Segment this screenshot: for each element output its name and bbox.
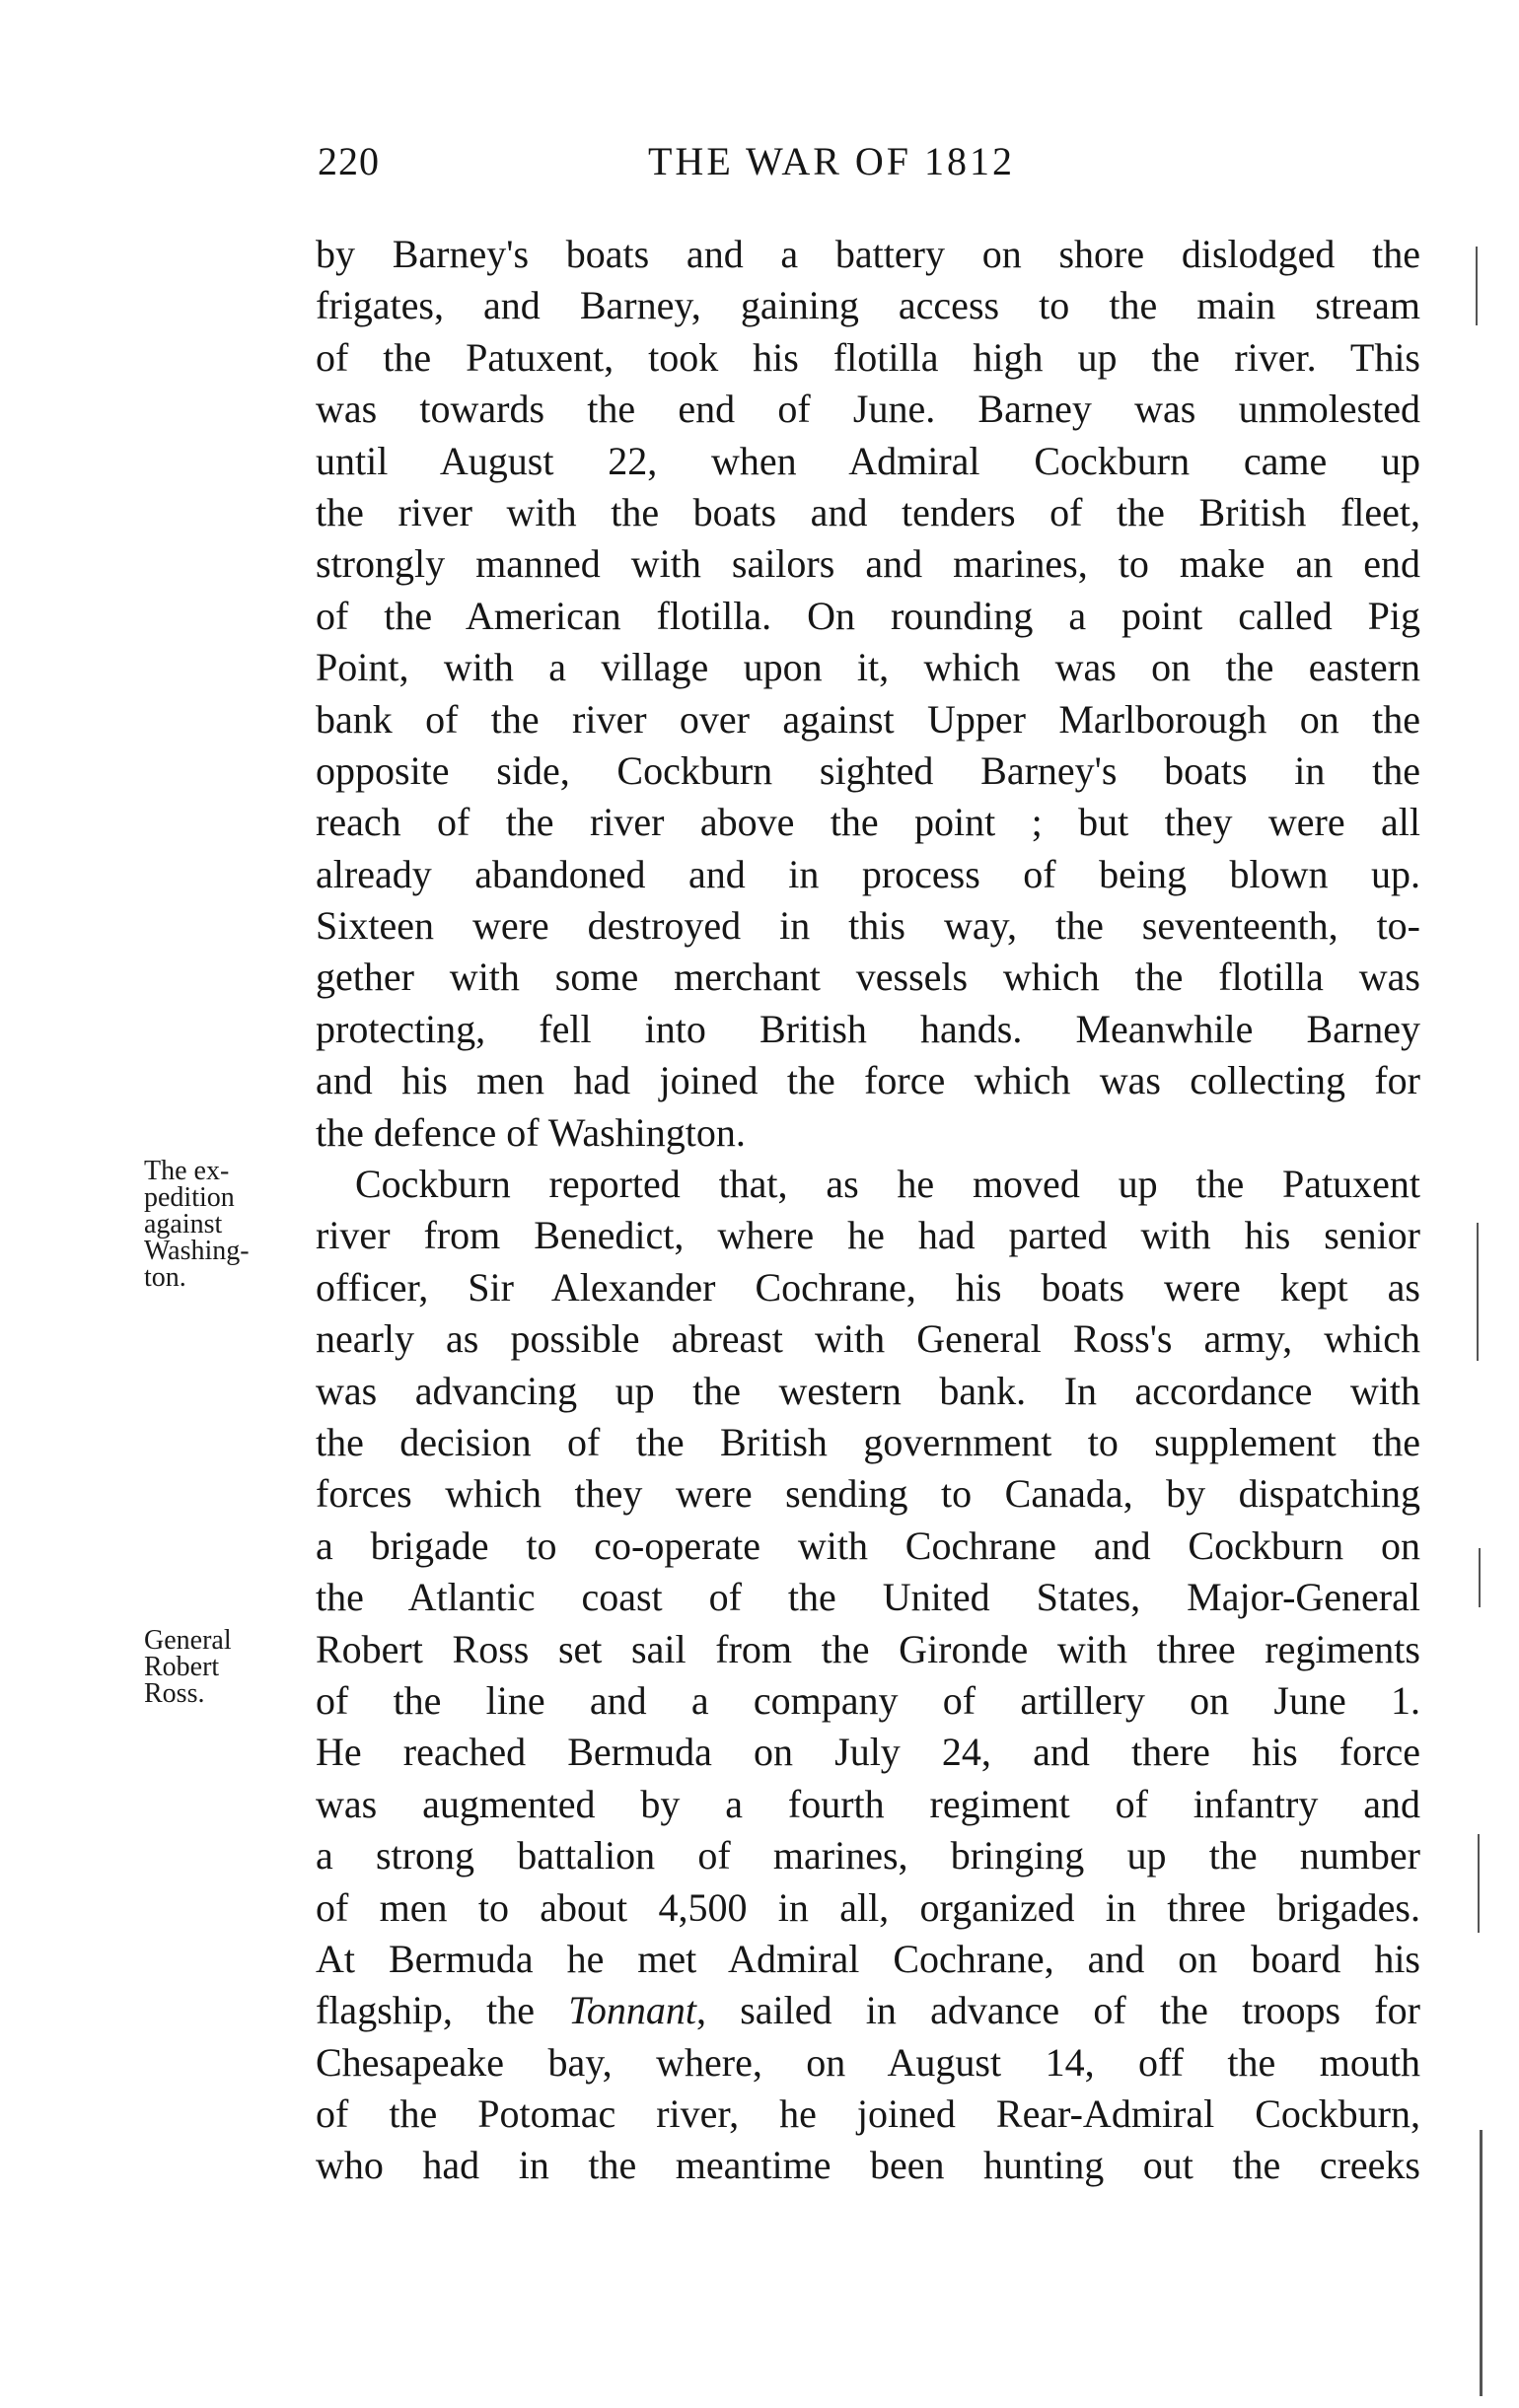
text-line: Cockburn reported that, as he moved up the Patuxent <box>355 1162 1420 1207</box>
text-line: strongly manned with sailors and marines, to make an end <box>316 541 1420 587</box>
text-line: of the Patuxent, took his flotilla high up the river. This <box>316 334 1420 380</box>
text-line: and his men had joined the force which was collecting for <box>316 1058 1420 1103</box>
text-line: of the American flotilla. On rounding a point called Pig <box>316 593 1420 638</box>
sidenote-line: against <box>144 1209 223 1239</box>
text-line: Robert Ross set sail from the Gironde with three regiments <box>316 1626 1420 1671</box>
ship-name-italic: Tonnant <box>568 1988 696 2033</box>
text-line: officer, Sir Alexander Cochrane, his boats were kept as <box>316 1264 1420 1310</box>
text-line: who had in the meantime been hunting out the creeks <box>316 2143 1420 2188</box>
text-line: Point, with a village upon it, which was on the eastern <box>316 645 1420 690</box>
text-line: protecting, fell into British hands. Meanwhile Barney <box>316 1006 1420 1051</box>
text-line: gether with some merchant vessels which the flotilla was <box>316 955 1420 1000</box>
text-line: the defence of Washington. <box>316 1109 746 1155</box>
text-line: Chesapeake bay, where, on August 14, off the mouth <box>316 2039 1420 2085</box>
page-edge-mark <box>1480 2130 1483 2396</box>
sidenote-line: Washing- <box>144 1236 250 1266</box>
page-edge-mark <box>1479 1548 1481 1607</box>
sidenote-line: The ex- <box>144 1156 230 1186</box>
text-line: Sixteen were destroyed in this way, the seventeenth, to- <box>316 903 1420 949</box>
text-line-flagship <box>316 1985 1420 2036</box>
running-head <box>318 138 1420 197</box>
text-line: was towards the end of June. Barney was unmolested <box>316 387 1420 432</box>
page-number: 220 <box>318 139 380 183</box>
text-line: until August 22, when Admiral Cockburn came up <box>316 438 1420 483</box>
sidenote-line: ton. <box>144 1262 186 1293</box>
text-line: of the line and a company of artillery on June 1. <box>316 1677 1420 1723</box>
page-edge-mark <box>1476 247 1478 325</box>
sidenote-line: General <box>144 1625 232 1656</box>
text-line: of the Potomac river, he joined Rear-Admiral Cockburn, <box>316 2091 1420 2137</box>
text-line: nearly as possible abreast with General Ross's army, which <box>316 1316 1420 1362</box>
text-line: the Atlantic coast of the United States, Major-General <box>316 1575 1420 1620</box>
text-line: already abandoned and in process of being blown up. <box>316 851 1420 896</box>
text-line: frigates, and Barney, gaining access to the main stream <box>316 283 1420 328</box>
text-line: was augmented by a fourth regiment of infantry and <box>316 1781 1420 1826</box>
text-line: of men to about 4,500 in all, organized in three brigades. <box>316 1884 1420 1930</box>
sidenote-line: pedition <box>144 1182 235 1213</box>
text-line: forces which they were sending to Canada, by dispatching <box>316 1471 1420 1517</box>
text-line: the decision of the British government to supplement the <box>316 1419 1420 1464</box>
page-edge-mark <box>1477 1223 1479 1361</box>
text-line: At Bermuda he met Admiral Cochrane, and on board his <box>316 1936 1420 1981</box>
text-line: He reached Bermuda on July 24, and there his force <box>316 1730 1420 1775</box>
text-line: reach of the river above the point ; but they were all <box>316 800 1420 845</box>
text-line: the river with the boats and tenders of the British fleet, <box>316 489 1420 534</box>
body-text <box>316 229 1420 2192</box>
text-line: by Barney's boats and a battery on shore dislodged the <box>316 232 1420 276</box>
sidenote-general-ross <box>144 1627 292 1707</box>
sidenote-line: Robert <box>144 1652 220 1682</box>
running-title: THE WAR OF 1812 <box>648 139 1016 183</box>
text-line: river from Benedict, where he had parted with his senior <box>316 1213 1420 1258</box>
text-fragment: , sailed in advance of the troops for <box>695 1988 1420 2033</box>
text-line: bank of the river over against Upper Marlborough on the <box>316 696 1420 742</box>
text-line: a strong battalion of marines, bringing up the number <box>316 1833 1420 1878</box>
text-line: opposite side, Cockburn sighted Barney's boats in the <box>316 747 1420 793</box>
sidenote-expedition <box>144 1158 292 1291</box>
text-line: was advancing up the western bank. In accordance with <box>316 1368 1420 1413</box>
page-edge-mark <box>1478 1834 1480 1933</box>
text-line: a brigade to co-operate with Cochrane and Cockburn on <box>316 1523 1420 1568</box>
sidenote-line: Ross. <box>144 1678 205 1709</box>
text-fragment: flagship, the <box>316 1988 569 2033</box>
